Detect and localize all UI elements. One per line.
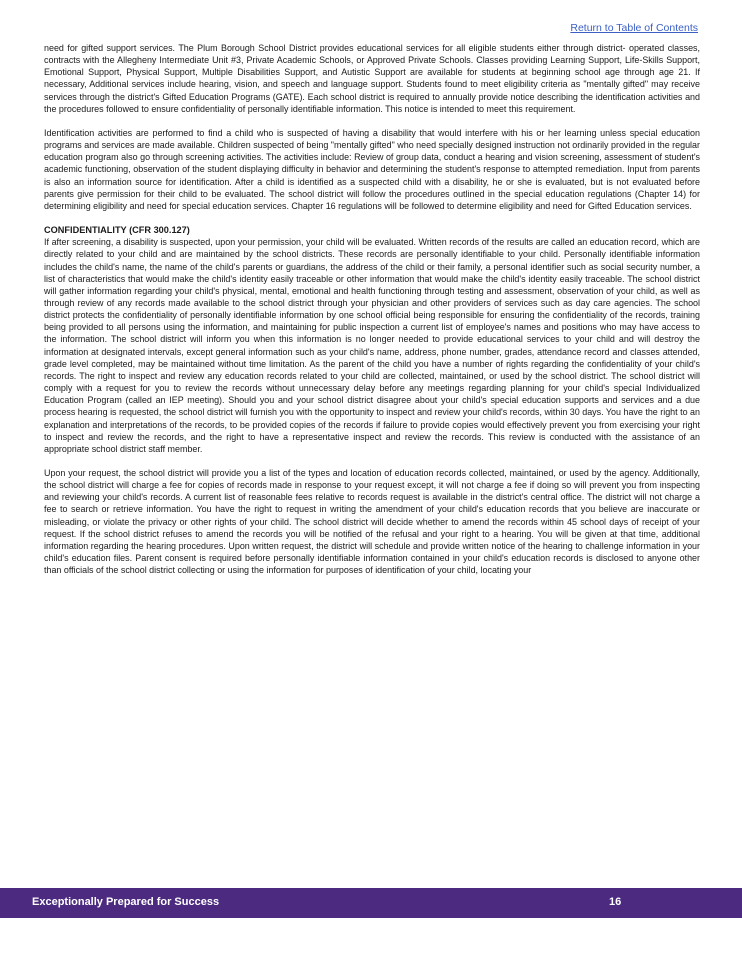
page-number: 16 [609, 896, 622, 908]
confidentiality-heading: CONFIDENTIALITY (CFR 300.127) [44, 225, 190, 236]
paragraph-records-request: Upon your request, the school district will provide you a list of the types and location of education records collected, maintained, or used by the agency. Additionally, the school district will charge a fee for copies of records made in response to your request except, it will not charge a fee if doing so will prevent you from inspecting and reviewing your child's records. A current list of reasonable fees relative to records request is available in the district's central office. The district will not charge a fee to search or retrieve information. You have the right to request in writing the amendment of your child's education records that you believe are inaccurate or misleading, or violate the privacy or other rights of your child. The school district will decide whether to amend the records within 45 school days of receipt of your request. If the school district refuses to amend the records you will be notified of the refusal and your right to a hearing. You will be given at that time, additional information regarding the hearing procedures. Upon written request, the district will schedule and provide written notice of the hearing to challenge information in your child's education files. Parent consent is required before personally identifiable information contained in your child's education records is disclosed to anyone other than officials of the school district collecting or using the information for purposes of identification of your child, locating your [44, 468, 700, 576]
paragraph-identification: Identification activities are performed to find a child who is suspected of having a disability that would interfere with his or her learning unless special education programs and services are made available. Children suspected of being "mentally gifted" who need specially designed instruction not ordinarily provided in the regular education program also go through screening activities. The activities include: Review of group data, conduct a hearing and vision screening, assessment of student's academic functioning, observation of the student displaying difficulty in behavior and determining the student's response to attempted remediation. Input from parents is also an information source for identification. After a child is identified as a suspected child with a disability, he or she is evaluated, but is not evaluated before parents give permission for their child to be evaluated. The school district will follow the procedures outlined in the special education regulations (Chapter 14) for determining eligibility and need for special education services. Chapter 16 regulations will be followed to determine eligibility and need for Gifted Education services. [44, 127, 700, 211]
paragraph-gifted-services: need for gifted support services. The Plum Borough School District provides educational services for all eligible students either through district- operated classes, contracts with the Allegheny Intermediate Unit #3, Private Academic Schools, or Approved Private Schools. Classes providing Learning Support, Life-Skills Support, Emotional Support, Physical Support, Multiple Disabilities Support, and Autistic Support are available for students at beginning school age through age 21. If necessary, Additional services include hearing, vision, and speech and language support. Students found to meet eligibility criteria as "mentally gifted" may receive services through the district's Gifted Education Programs (GATE). Each school district is required to annually provide notice describing the identification activities and the procedures followed to ensure confidentiality of personally identifiable information. This notice is intended to meet this requirement. [44, 43, 700, 114]
footer-tagline: Exceptionally Prepared for Success [32, 896, 220, 908]
footer-bar [0, 888, 742, 918]
document-body [44, 42, 700, 576]
return-to-toc-link[interactable]: Return to Table of Contents [570, 22, 698, 34]
paragraph-confidentiality: If after screening, a disability is suspected, upon your permission, your child will be evaluated. Written records of the results are called an education record, which are directly related to your child and are maintained by the school districts. These records are personally identifiable to your child. Personally identifiable information includes the child's name, the name of the child's parents or guardians, the address of the child or their family, a personal identifier such as social security number, a list of characteristics that would make the child's identity easily traceable or other information that would make the child's identity easily traceable. The school district will gather information regarding your child's physical, mental, emotional and health functioning through testing and assessment, observation of your child, as well as through review of any records made available to the school district through your physician and other providers of services such as day care agencies. The school district protects the confidentiality of personally identifiable information by one school official being responsible for ensuring the confidentiality of the records, training being provided to all persons using the information, and maintaining for public inspection a current list of employee's names and positions who may have access to the information. The school district will inform you when this information is no longer needed to provide educational services to your child and will destroy the information at designated intervals, except general information such as your child's name, address, phone number, grades, attendance record and classes attended, grade level completed, may be maintained without time limitation. As the parent of the child you have a number of rights regarding the confidentiality of your child's records. The right to inspect and review any education records related to your child are collected, maintained, or used by the school district. The school district will comply with a request for you to review the records without unnecessary delay before any meetings regarding planning for your child's special Individualized Education Program (called an IEP meeting). Should you and your school district disagree about your child's special education supports and services and a due process hearing is requested, the school district will furnish you with the opportunity to inspect and review your child's records, within 30 days. You have the right to an explanation and interpretations of the records, to be provided copies of the records if failure to provide copies would effectively prevent you from exercising your right to inspect and review the records, and the right to have a representative inspect and review the records. This review is conducted with the assistance of an appropriate school district staff member. [44, 237, 700, 454]
